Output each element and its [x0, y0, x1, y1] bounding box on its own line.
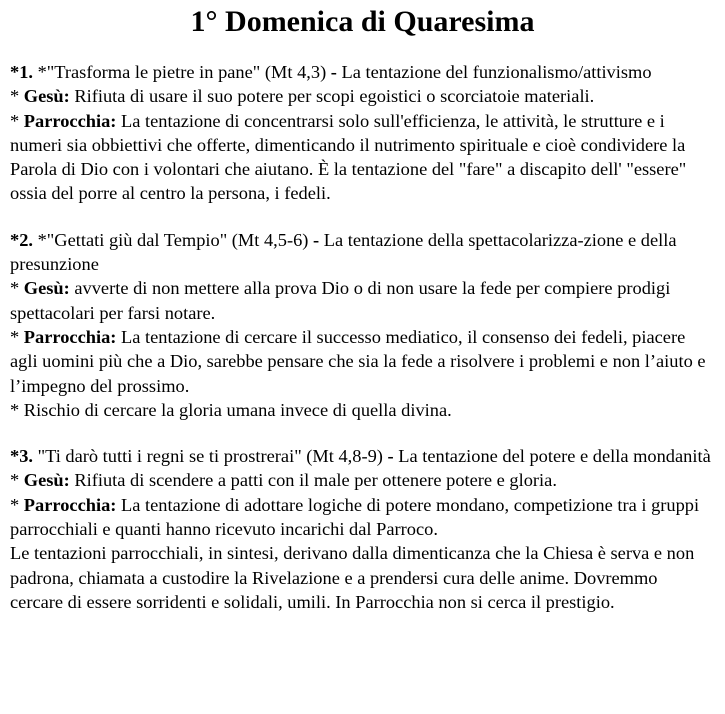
paragraph-text: Rifiuta di usare il suo potere per scopi egoistici o scorciatoie materiali. — [69, 86, 595, 107]
bullet: * — [10, 399, 24, 420]
paragraph-gesu — [10, 276, 715, 325]
paragraph-summary — [10, 541, 715, 614]
paragraph-parrocchia — [10, 109, 715, 206]
heading-dash: - — [313, 229, 320, 250]
page-title: 1° Domenica di Quaresima — [190, 5, 535, 38]
paragraph-label: Gesù: — [23, 470, 70, 491]
paragraph-text: avverte di non mettere alla prova Dio o di non usare la fede per compiere prodigi spettacolari per farsi notare. — [10, 278, 671, 323]
paragraph-parrocchia — [10, 493, 715, 542]
paragraph-label: Gesù: — [23, 86, 70, 107]
paragraph-text: Rifiuta di scendere a patti con il male per ottenere potere e gloria. — [69, 470, 557, 491]
paragraph-rischio — [10, 398, 715, 422]
section-heading — [10, 444, 715, 468]
temptation-topic: La tentazione della spettacolarizza-zione e della presunzione — [10, 229, 677, 275]
section-number: *2. — [10, 229, 33, 250]
temptation-topic: La tentazione del funzionalismo/attivismo — [336, 62, 652, 82]
paragraph-label: Parrocchia: — [23, 110, 117, 131]
paragraph-gesu — [10, 84, 715, 108]
paragraph-parrocchia — [10, 325, 715, 398]
paragraph-gesu — [10, 468, 715, 492]
paragraph-label: Gesù: — [23, 278, 70, 299]
paragraph-text: Rischio di cercare la gloria umana invece di quella divina. — [23, 399, 452, 420]
paragraph-text: La tentazione di concentrarsi solo sull'efficienza, le attività, le strutture e i numeri sia obbiettivi che offerte, dimenticando il nutrimento spirituale e cioè condividere la Parola di Dio con i volontari che aiutano. È la tentazione del "fare" a discapito dell' "essere" ossia del porre al centro la persona, i fedeli. — [10, 110, 687, 204]
paragraph-label: Parrocchia: — [23, 326, 117, 347]
scripture-quote: *"Gettati giù dal Tempio" (Mt 4,5-6) — [33, 229, 314, 250]
paragraph-text: La tentazione di cercare il successo mediatico, il consenso dei fedeli, piacere agli uomini più che a Dio, sarebbe pensare che sia la fede a risolvere i problemi e non l’aiuto e l’impegno del prossimo. — [10, 326, 706, 396]
paragraph-text: La tentazione di adottare logiche di potere mondano, competizione tra i gruppi parrocchiali e quanti hanno ricevuto incarichi dal Parroco. — [10, 494, 700, 540]
section-heading — [10, 228, 715, 277]
temptation-section-2 — [10, 228, 715, 422]
scripture-quote: "Ti darò tutti i regni se ti prostrerai" (Mt 4,8-9) — [33, 446, 388, 467]
bullet: * — [10, 494, 24, 515]
scripture-quote: *"Trasforma le pietre in pane" (Mt 4,3) — [33, 62, 331, 82]
bullet: * — [10, 326, 24, 347]
paragraph-label: Parrocchia: — [23, 494, 117, 515]
bullet: * — [10, 470, 24, 491]
section-number: *3. — [10, 446, 33, 467]
bullet: * — [10, 278, 24, 299]
heading-dash: - — [330, 62, 337, 82]
temptation-section-1 — [10, 60, 715, 206]
temptation-topic: La tentazione del potere e della mondanità — [393, 446, 711, 467]
paragraph-text: Le tentazioni parrocchiali, in sintesi, derivano dalla dimenticanza che la Chiesa è serva e non padrona, chiamata a custodire la Rivelazione e a prendersi cura delle anime. Dovremmo cercare di essere sorridenti e solidali, umili. In Parrocchia non si cerca il prestigio. — [10, 543, 695, 612]
heading-dash: - — [387, 446, 394, 467]
section-number: *1. — [10, 62, 33, 82]
section-heading — [10, 60, 715, 84]
temptation-section-3 — [10, 444, 715, 614]
bullet: * — [10, 110, 24, 131]
bullet: * — [10, 86, 24, 107]
